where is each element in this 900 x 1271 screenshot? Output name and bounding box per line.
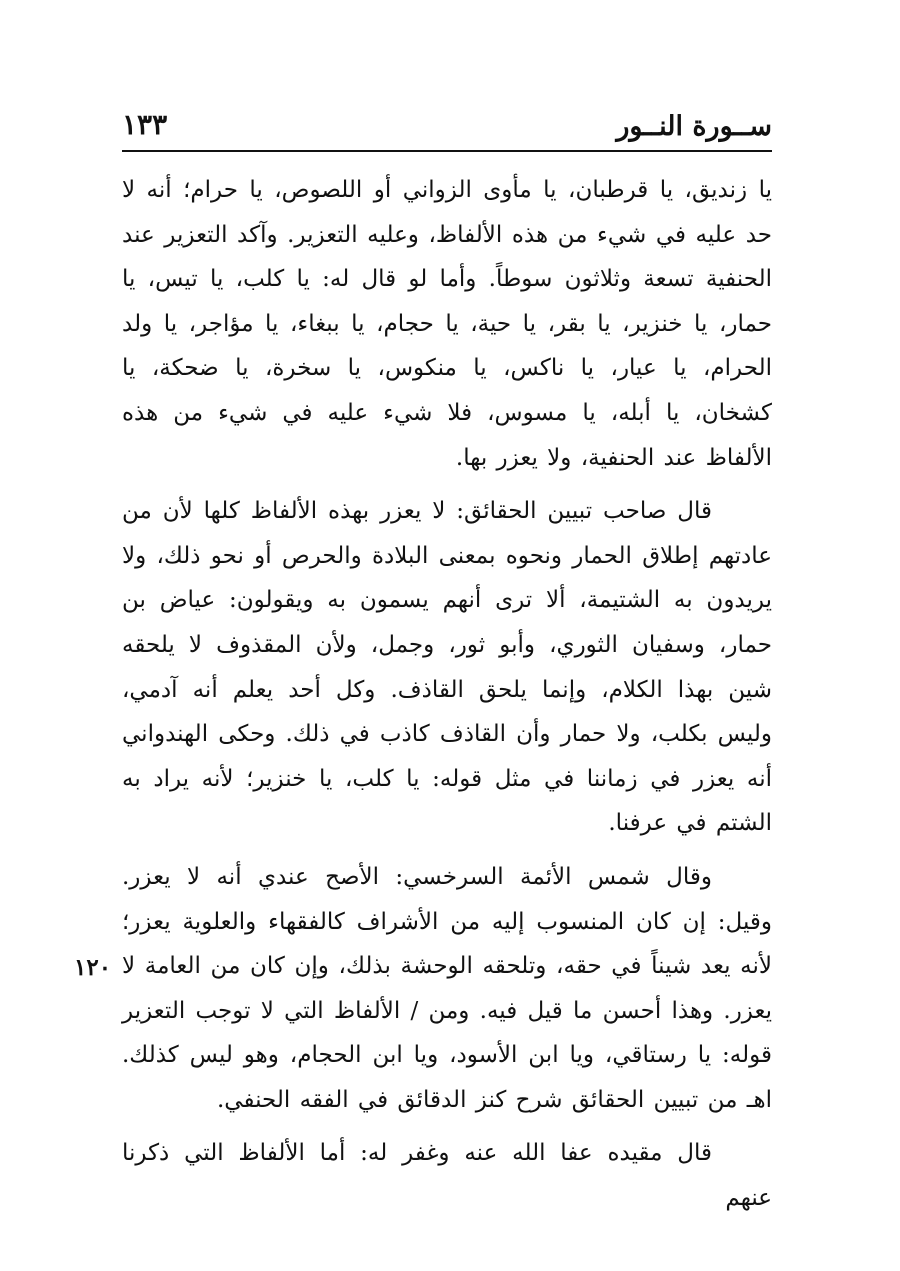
- paragraph-1: يا زنديق، يا قرطبان، يا مأوى الزواني أو اللصوص، يا حرام؛ أنه لا حد عليه في شيء من هذه الألفاظ، وعليه التعزير. وآكد التعزير عند الحنفية تسعة وثلاثون سوطاً. وأما لو قال له: يا كلب، يا تيس، يا حمار، يا خنزير، يا بقر، يا حية، يا حجام، يا ببغاء، يا مؤاجر، يا ولد الحرام، يا عيار، يا ناكس، يا منكوس، يا سخرة، يا ضحكة، يا كشخان، يا أبله، يا مسوس، فلا شيء عليه في شيء من هذه الألفاظ عند الحنفية، ولا يعزر بها.: [122, 177, 772, 471]
- page-number: ١٣٣: [122, 108, 168, 141]
- paragraph-2: قال صاحب تبيين الحقائق: لا يعزر بهذه الألفاظ كلها لأن من عادتهم إطلاق الحمار ونحوه بمعنى البلادة والحرص أو نحو ذلك، ولا يريدون به الشتيمة، ألا ترى أنهم يسمون به ويقولون: عياض بن حمار، وسفيان الثوري، وأبو ثور، وجمل، ولأن المقذوف لا يلحقه شين بهذا الكلام، وإنما يلحق القاذف. وكل أحد يعلم أنه آدمي، وليس بكلب، ولا حمار وأن القاذف كاذب في ذلك. وحكى الهندواني أنه يعزر في زماننا في مثل قوله: يا كلب، يا خنزير؛ لأنه يراد به الشتم في عرفنا.: [122, 498, 772, 837]
- page-body: [122, 168, 772, 1221]
- page-header: [122, 104, 772, 150]
- surah-title: ســورة النــور: [616, 111, 772, 142]
- margin-page-marker: ١٢٠: [74, 954, 112, 981]
- paragraph-4: قال مقيده عفا الله عنه وغفر له: أما الألفاظ التي ذكرنا عنهم: [122, 1140, 772, 1212]
- header-divider: [122, 150, 772, 152]
- paragraph-3: وقال شمس الأئمة السرخسي: الأصح عندي أنه لا يعزر. وقيل: إن كان المنسوب إليه من الأشراف كالفقهاء والعلوية يعزر؛ لأنه يعد شيناً في حقه، وتلحقه الوحشة بذلك، وإن كان من العامة لا يعزر. وهذا أحسن ما قيل فيه. ومن / الألفاظ التي لا توجب التعزير قوله: يا رستاقي، ويا ابن الأسود، ويا ابن الحجام، وهو ليس كذلك. اهـ من تبيين الحقائق شرح كنز الدقائق في الفقه الحنفي.: [122, 863, 772, 1113]
